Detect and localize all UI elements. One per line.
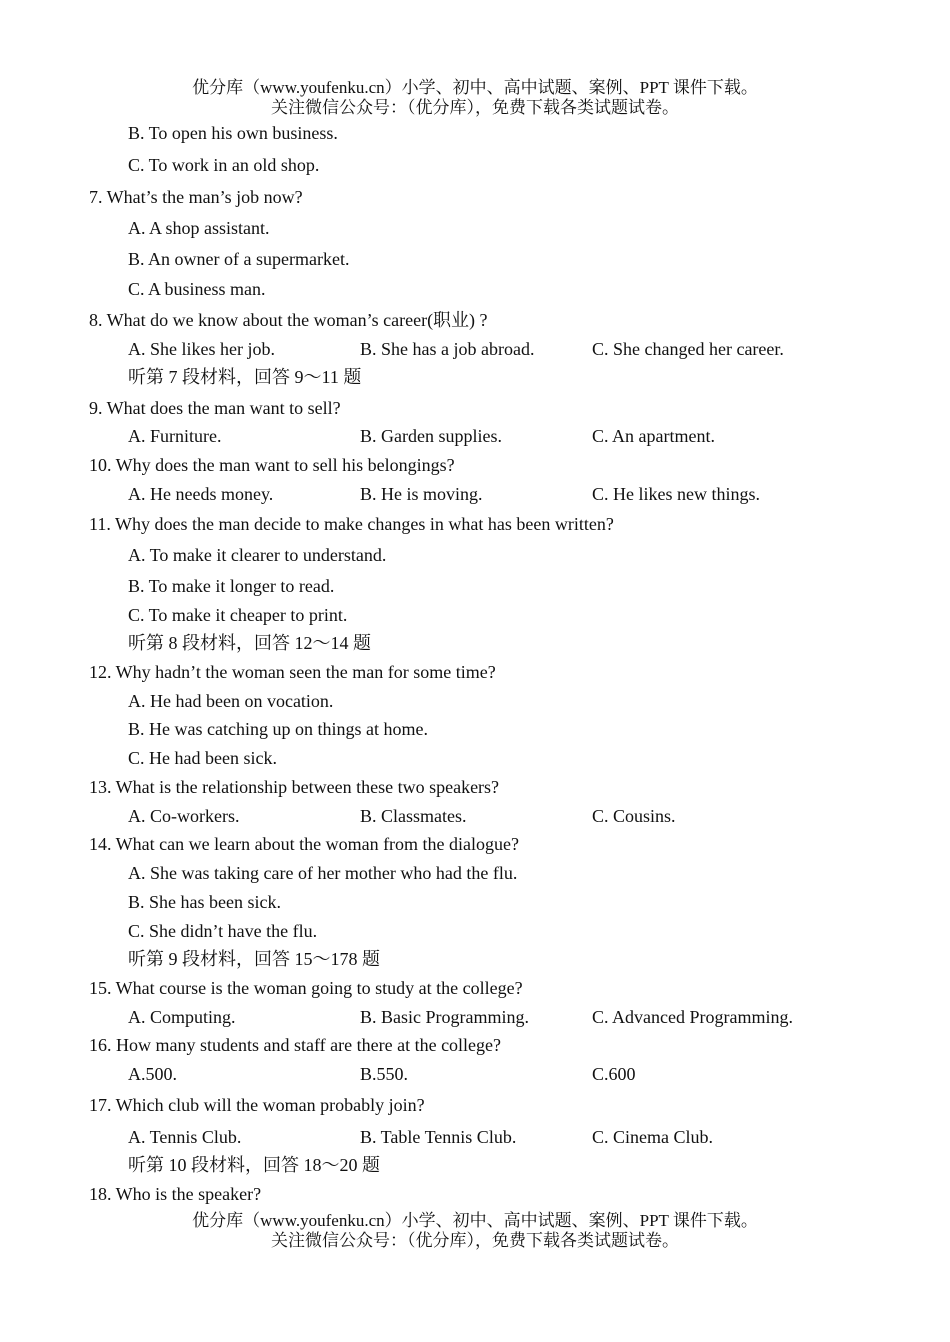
q7-option-c: C. A business man. xyxy=(128,279,266,299)
q8-option-b: B. She has a job abroad. xyxy=(360,339,535,359)
section-10-heading: 听第 10 段材料，回答 18～20 题 xyxy=(128,1155,380,1175)
q9-option-b: B. Garden supplies. xyxy=(360,426,502,446)
q14-option-a: A. She was taking care of her mother who had the flu. xyxy=(128,863,518,883)
q13-option-c: C. Cousins. xyxy=(592,806,676,826)
q7-question: 7. What’s the man’s job now? xyxy=(89,187,303,207)
q16-option-c: C.600 xyxy=(592,1064,636,1084)
q14-option-c: C. She didn’t have the flu. xyxy=(128,921,318,941)
q6-option-c: C. To work in an old shop. xyxy=(128,155,320,175)
q13-question: 13. What is the relationship between these two speakers? xyxy=(89,777,500,797)
q14-question: 14. What can we learn about the woman from the dialogue? xyxy=(89,834,520,854)
header-line-1: 优分库（www.youfenku.cn）小学、初中、高中试题、案例、PPT 课件下载。 xyxy=(192,78,758,97)
q12-question: 12. Why hadn’t the woman seen the man for some time? xyxy=(89,662,496,682)
q6-option-b: B. To open his own business. xyxy=(128,123,338,143)
q16-option-a: A.500. xyxy=(128,1064,177,1084)
q10-option-c: C. He likes new things. xyxy=(592,484,760,504)
q13-option-a: A. Co-workers. xyxy=(128,806,240,826)
q7-option-a: A. A shop assistant. xyxy=(128,218,270,238)
q17-option-b: B. Table Tennis Club. xyxy=(360,1127,517,1147)
q9-option-c: C. An apartment. xyxy=(592,426,715,446)
q10-question: 10. Why does the man want to sell his belongings? xyxy=(89,455,455,475)
q12-option-a: A. He had been on vocation. xyxy=(128,691,334,711)
q11-option-b: B. To make it longer to read. xyxy=(128,576,335,596)
q11-option-c: C. To make it cheaper to print. xyxy=(128,605,348,625)
q16-question: 16. How many students and staff are there at the college? xyxy=(89,1035,502,1055)
q12-option-c: C. He had been sick. xyxy=(128,748,277,768)
q16-option-b: B.550. xyxy=(360,1064,409,1084)
q15-option-c: C. Advanced Programming. xyxy=(592,1007,793,1027)
q9-option-a: A. Furniture. xyxy=(128,426,222,446)
q18-question: 18. Who is the speaker? xyxy=(89,1184,262,1204)
q8-question: 8. What do we know about the woman’s career(职业) ? xyxy=(89,310,488,330)
q15-option-a: A. Computing. xyxy=(128,1007,236,1027)
q9-question: 9. What does the man want to sell? xyxy=(89,398,341,418)
q17-option-c: C. Cinema Club. xyxy=(592,1127,713,1147)
q14-option-b: B. She has been sick. xyxy=(128,892,281,912)
q15-option-b: B. Basic Programming. xyxy=(360,1007,529,1027)
q17-question: 17. Which club will the woman probably join? xyxy=(89,1095,425,1115)
q13-option-b: B. Classmates. xyxy=(360,806,467,826)
q8-option-a: A. She likes her job. xyxy=(128,339,275,359)
q12-option-b: B. He was catching up on things at home. xyxy=(128,719,428,739)
section-7-heading: 听第 7 段材料，回答 9～11 题 xyxy=(128,367,362,387)
header-line-2: 关注微信公众号：（优分库），免费下载各类试题试卷。 xyxy=(271,98,679,117)
q15-question: 15. What course is the woman going to study at the college? xyxy=(89,978,523,998)
footer-line-1: 优分库（www.youfenku.cn）小学、初中、高中试题、案例、PPT 课件下载。 xyxy=(192,1211,758,1230)
q10-option-a: A. He needs money. xyxy=(128,484,274,504)
q11-question: 11. Why does the man decide to make changes in what has been written? xyxy=(89,514,614,534)
section-9-heading: 听第 9 段材料，回答 15～178 题 xyxy=(128,949,380,969)
section-8-heading: 听第 8 段材料，回答 12～14 题 xyxy=(128,633,371,653)
q11-option-a: A. To make it clearer to understand. xyxy=(128,545,387,565)
q17-option-a: A. Tennis Club. xyxy=(128,1127,242,1147)
q8-option-c: C. She changed her career. xyxy=(592,339,784,359)
q10-option-b: B. He is moving. xyxy=(360,484,483,504)
q7-option-b: B. An owner of a supermarket. xyxy=(128,249,350,269)
footer-line-2: 关注微信公众号：（优分库），免费下载各类试题试卷。 xyxy=(271,1231,679,1250)
